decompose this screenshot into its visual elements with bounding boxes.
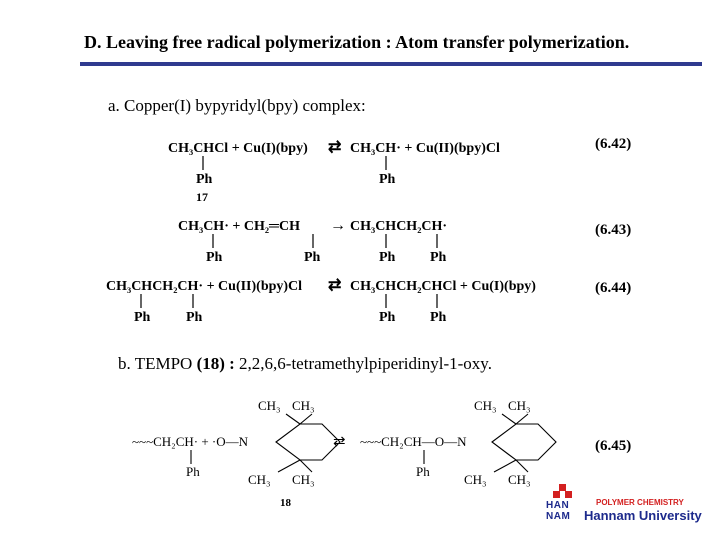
equation-number-644: (6.44) [595, 280, 632, 296]
r43-right: CH₃CHCH₂CH· [350, 219, 448, 234]
r45-sub-left: Ph [186, 464, 200, 479]
logo-university: Hannam University [584, 508, 702, 523]
r44-right: CH₃CHCH₂CHCl + Cu(I)(bpy) [350, 279, 536, 294]
tempo-ring-left [276, 424, 340, 460]
slide-title: D. Leaving free radical polymerization : Atom transfer polymerization. [84, 32, 630, 52]
r44-sub-2: Ph [186, 310, 203, 325]
compound-18-label: 18 [280, 497, 291, 509]
r43-sub-4: Ph [430, 250, 447, 265]
tempo-left-methyl-3: CH₃ [248, 472, 271, 487]
tempo-ring-right [492, 424, 556, 460]
tempo-right-methyl-1: CH₃ [474, 398, 497, 413]
logo-nam: NAM [546, 511, 571, 522]
r42-right: CH₃CH· + Cu(II)(bpy)Cl [350, 141, 500, 156]
methyl-bond-left-1 [286, 414, 300, 424]
methyl-bond-right-3 [494, 460, 516, 472]
r45-sub-right: Ph [416, 464, 430, 479]
r43-sub-2: Ph [304, 250, 321, 265]
r43-left: CH₃CH· + CH₂═CH [178, 219, 300, 234]
reaction-644 [106, 277, 536, 325]
compound-17-label: 17 [196, 190, 208, 204]
r45-right-chain: ~~~CH₂CH—O—N [360, 434, 467, 449]
r42-sub-2: Ph [379, 172, 396, 187]
methyl-bond-right-1 [502, 414, 516, 424]
hannam-university-logo [544, 484, 714, 526]
methyl-bond-right-2 [516, 414, 528, 424]
methyl-bond-left-4 [300, 460, 312, 472]
equation-number-645: (6.45) [595, 438, 632, 454]
tempo-left-methyl-4: CH₃ [292, 472, 315, 487]
methyl-bond-left-2 [300, 414, 312, 424]
tempo-right-methyl-4: CH₃ [508, 472, 531, 487]
r43-arrow: → [330, 217, 346, 234]
equation-number-642: (6.42) [595, 136, 632, 152]
section-a-heading: a. Copper(I) bypyridyl(bpy) complex: [108, 96, 366, 115]
methyl-bond-left-3 [278, 460, 300, 472]
logo-han: HAN [546, 500, 570, 511]
r43-sub-1: Ph [206, 250, 223, 265]
r42-sub-1: Ph [196, 172, 213, 187]
tempo-left-methyl-2: CH₃ [292, 398, 315, 413]
r42-left: CH₃CHCl + Cu(I)(bpy) [168, 141, 308, 156]
r45-left-chain: ~~~CH₂CH· + ·O—N [132, 434, 249, 449]
r43-sub-3: Ph [379, 250, 396, 265]
logo-subtitle: POLYMER CHEMISTRY [596, 498, 684, 507]
r45-arrow: ⇄ [333, 434, 346, 450]
tempo-left-methyl-1: CH₃ [258, 398, 281, 413]
section-b-rest: 2,2,6,6-tetramethylpiperidinyl-1-oxy. [234, 354, 492, 373]
r44-left: CH₃CHCH₂CH· + Cu(II)(bpy)Cl [106, 279, 303, 294]
tempo-right-methyl-3: CH₃ [464, 472, 487, 487]
r44-sub-4: Ph [430, 310, 447, 325]
equation-number-643: (6.43) [595, 222, 632, 238]
reaction-642 [168, 139, 500, 204]
r44-sub-3: Ph [379, 310, 396, 325]
r44-sub-1: Ph [134, 310, 151, 325]
r42-arrow: ⇄ [328, 139, 342, 156]
methyl-bond-right-4 [516, 460, 528, 472]
reaction-645 [132, 398, 556, 509]
section-b-ref: (18) : [196, 354, 235, 373]
tempo-right-methyl-2: CH₃ [508, 398, 531, 413]
section-b-prefix: b. TEMPO [118, 354, 197, 373]
reaction-643 [178, 217, 447, 265]
r44-arrow: ⇄ [328, 277, 342, 294]
